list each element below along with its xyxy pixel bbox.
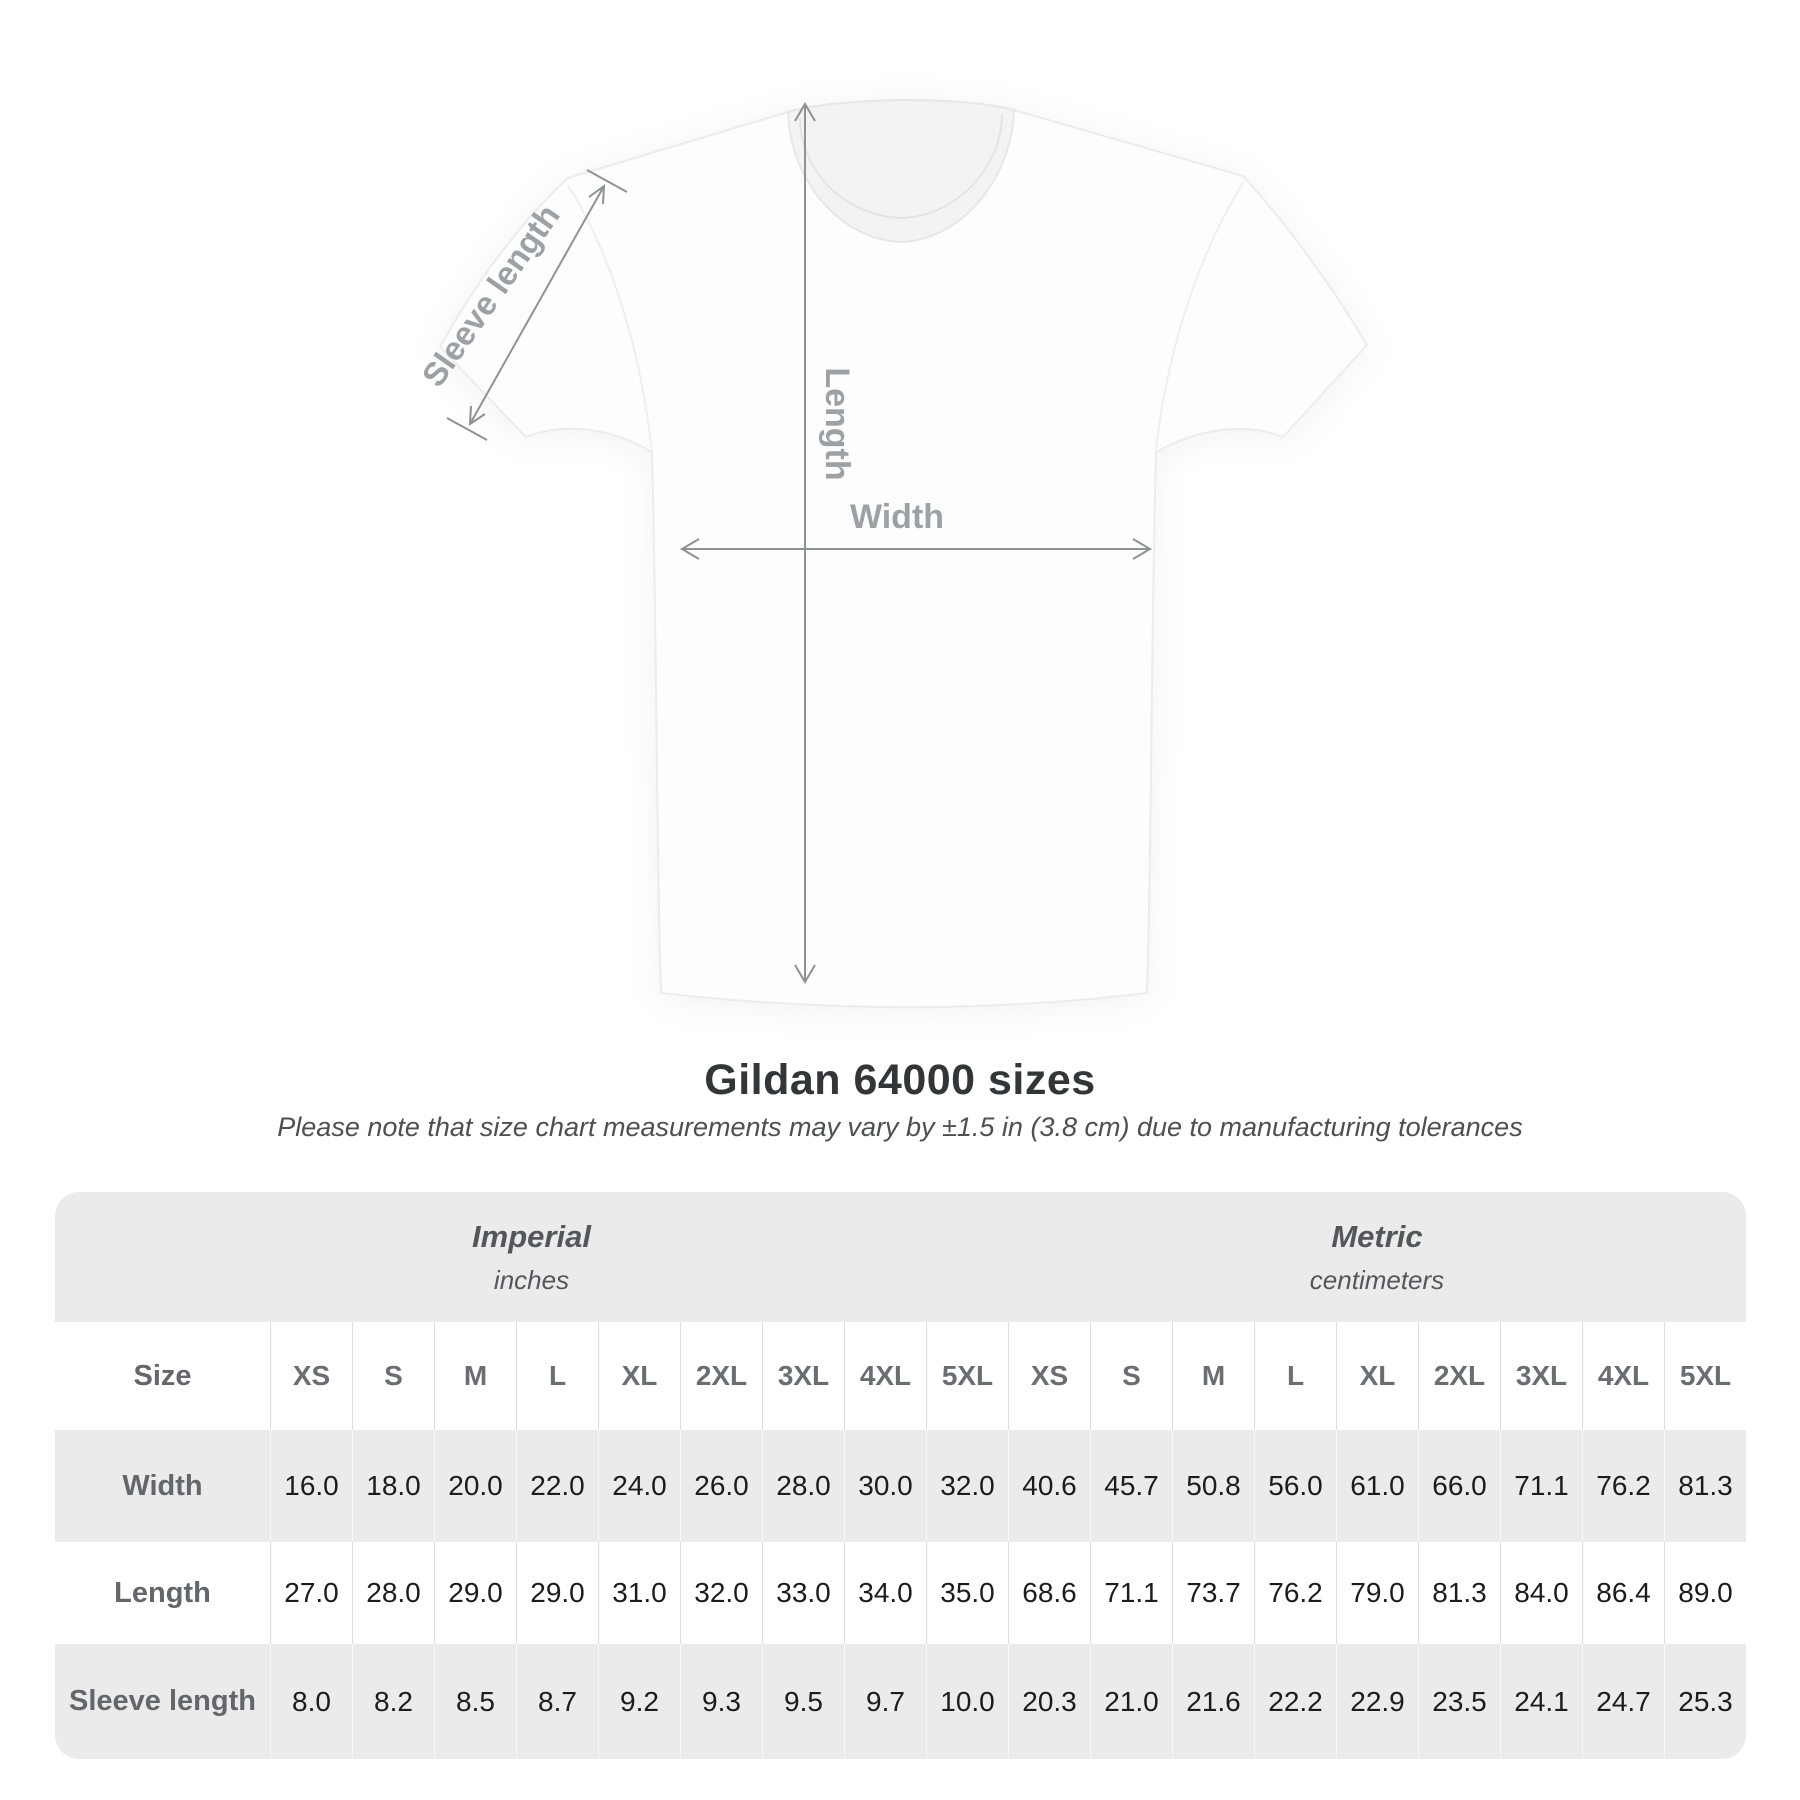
measure-value: 22.0 [516,1430,598,1542]
size-column-header: S [352,1322,434,1430]
measure-value: 30.0 [844,1430,926,1542]
size-column-header: M [434,1322,516,1430]
metric-header [1008,1192,1746,1322]
measure-value: 21.6 [1172,1644,1254,1759]
measure-value: 56.0 [1254,1430,1336,1542]
metric-unit: centimeters [1309,1264,1445,1295]
length-label: Length [818,367,856,481]
size-column-header: 2XL [1418,1322,1500,1430]
size-column-header: S [1090,1322,1172,1430]
imperial-header [55,1192,1008,1322]
measure-value: 28.0 [352,1542,434,1644]
row-label: Length [114,1576,211,1609]
measure-value: 28.0 [762,1430,844,1542]
size-column-header: 5XL [1664,1322,1746,1430]
size-column-header: XS [270,1322,352,1430]
measure-value: 8.5 [434,1644,516,1759]
measure-value: 81.3 [1664,1430,1746,1542]
tshirt-graphic [440,100,1367,1007]
size-column-header: 4XL [1582,1322,1664,1430]
imperial-label: Imperial [472,1218,591,1254]
measure-value: 22.9 [1336,1644,1418,1759]
measure-value: 8.7 [516,1644,598,1759]
measure-value: 22.2 [1254,1644,1336,1759]
size-table-rows [55,1322,1746,1759]
measure-value: 32.0 [680,1542,762,1644]
measure-value: 79.0 [1336,1542,1418,1644]
page-title: Gildan 64000 sizes [704,1056,1096,1104]
size-column-header: 3XL [1500,1322,1582,1430]
measure-value: 71.1 [1090,1542,1172,1644]
measure-value: 27.0 [270,1542,352,1644]
measure-value: 50.8 [1172,1430,1254,1542]
size-column-header: 2XL [680,1322,762,1430]
measure-value: 9.3 [680,1644,762,1759]
measure-value: 26.0 [680,1430,762,1542]
measure-value: 86.4 [1582,1542,1664,1644]
measure-value: 8.2 [352,1644,434,1759]
measure-value: 35.0 [926,1542,1008,1644]
size-column-header: L [516,1322,598,1430]
size-column-header: 5XL [926,1322,1008,1430]
metric-label: Metric [1331,1218,1423,1254]
measure-value: 9.2 [598,1644,680,1759]
measure-value: 33.0 [762,1542,844,1644]
size-corner-label: Size [133,1359,192,1392]
measure-value: 61.0 [1336,1430,1418,1542]
measure-value: 76.2 [1254,1542,1336,1644]
size-column-header: XL [598,1322,680,1430]
row-label: Width [122,1469,203,1502]
sleeve-length-label: Sleeve length [414,197,567,394]
measure-value: 71.1 [1500,1430,1582,1542]
size-header-row [55,1322,1746,1430]
row-label: Sleeve length [69,1685,256,1717]
measure-value: 25.3 [1664,1644,1746,1759]
tolerance-note: Please note that size chart measurements may vary by ±1.5 in (3.8 cm) due to manufacturing tolerances [277,1112,1523,1142]
size-column-header: XL [1336,1322,1418,1430]
imperial-unit: inches [493,1264,570,1295]
measure-value: 9.7 [844,1644,926,1759]
measure-value: 31.0 [598,1542,680,1644]
size-column-header: 4XL [844,1322,926,1430]
size-column-header: L [1254,1322,1336,1430]
measure-value: 16.0 [270,1430,352,1542]
measure-value: 24.1 [1500,1644,1582,1759]
measure-value: 32.0 [926,1430,1008,1542]
measure-value: 34.0 [844,1542,926,1644]
measure-value: 81.3 [1418,1542,1500,1644]
measure-value: 20.3 [1008,1644,1090,1759]
size-table [55,1192,1746,1759]
measure-row-width [55,1430,1746,1542]
units-header [55,1192,1746,1322]
measure-value: 29.0 [516,1542,598,1644]
measure-value: 24.7 [1582,1644,1664,1759]
measure-value: 45.7 [1090,1430,1172,1542]
measure-value: 66.0 [1418,1430,1500,1542]
size-column-header: 3XL [762,1322,844,1430]
measure-value: 20.0 [434,1430,516,1542]
measure-value: 9.5 [762,1644,844,1759]
measure-value: 68.6 [1008,1542,1090,1644]
measure-value: 84.0 [1500,1542,1582,1644]
measure-value: 40.6 [1008,1430,1090,1542]
measure-value: 73.7 [1172,1542,1254,1644]
measure-row-sleeve-length [55,1644,1746,1759]
measure-value: 18.0 [352,1430,434,1542]
measure-value: 24.0 [598,1430,680,1542]
size-column-header: XS [1008,1322,1090,1430]
measure-row-length [55,1542,1746,1644]
measure-value: 8.0 [270,1644,352,1759]
measure-value: 21.0 [1090,1644,1172,1759]
measure-value: 10.0 [926,1644,1008,1759]
measure-value: 89.0 [1664,1542,1746,1644]
size-column-header: M [1172,1322,1254,1430]
width-label: Width [849,498,945,536]
measure-value: 76.2 [1582,1430,1664,1542]
measure-value: 23.5 [1418,1644,1500,1759]
measure-value: 29.0 [434,1542,516,1644]
